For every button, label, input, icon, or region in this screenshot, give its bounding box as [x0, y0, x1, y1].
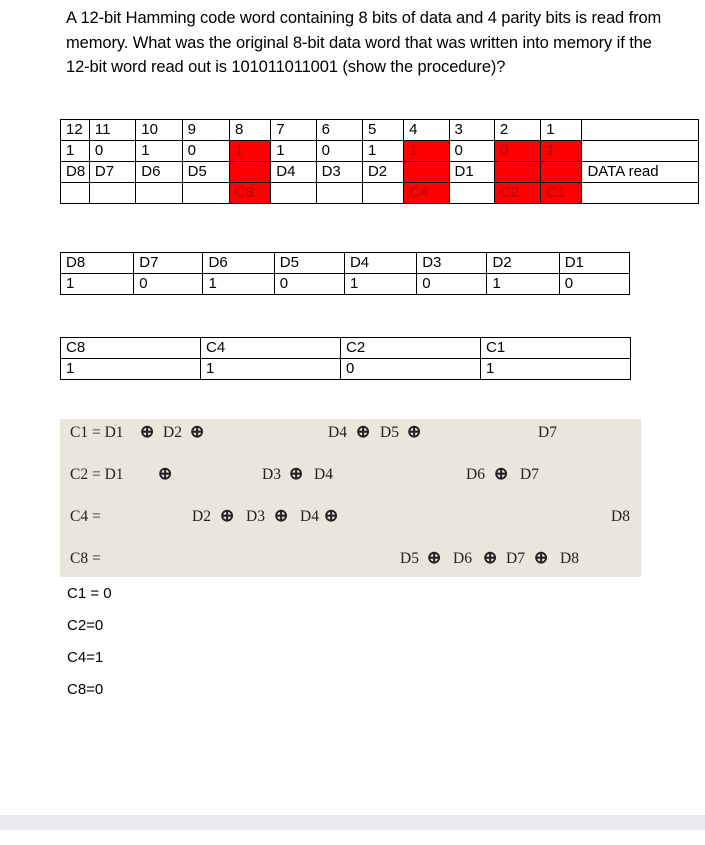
bit-cell: 0 [182, 141, 229, 162]
header-row [61, 253, 630, 274]
header-cell: D5 [274, 253, 344, 274]
equation-term: C4 = [70, 508, 101, 525]
equation-term: D3 [246, 508, 265, 525]
header-cell: D1 [559, 253, 629, 274]
position-cell: 10 [136, 120, 182, 141]
parity-label-cell: C1 [541, 183, 582, 204]
parity-label-cell: C8 [230, 183, 271, 204]
value-cell: 1 [203, 274, 274, 295]
label-cell: D5 [182, 162, 229, 183]
value-cell: 0 [134, 274, 203, 295]
label-cell [404, 162, 449, 183]
bit-cell: 1 [362, 141, 403, 162]
equation-term: C8 = [70, 550, 101, 567]
header-row [61, 338, 631, 359]
parity-bit-cell: 1 [404, 141, 449, 162]
value-cell: 0 [417, 274, 487, 295]
equation-term: D4 [314, 466, 333, 483]
xor-symbol: ⊕ [324, 506, 339, 525]
position-cell: 3 [449, 120, 494, 141]
equation-term: C2 = D1 [70, 466, 124, 483]
equation-term: D6 [453, 550, 472, 567]
value-cell: 1 [344, 274, 416, 295]
label-cell [61, 183, 90, 204]
parity-label-row [61, 183, 699, 204]
bit-row [61, 141, 699, 162]
header-cell: D7 [134, 253, 203, 274]
xor-symbol: ⊕ [427, 548, 442, 567]
label-cell: D3 [316, 162, 362, 183]
value-cell: 1 [61, 359, 201, 380]
parity-bit-cell: 1 [230, 141, 271, 162]
label-cell: D1 [449, 162, 494, 183]
equation-term: D5 [380, 424, 399, 441]
label-cell [182, 183, 229, 204]
position-cell: 1 [541, 120, 582, 141]
question-text: A 12-bit Hamming code word containing 8 bits of data and 4 parity bits is read from memory. What was the original 8-bit data word that was written into memory if the 12-bit word read out is 101011011001 (show the procedure)? [66, 9, 662, 76]
value-cell: 1 [201, 359, 341, 380]
result-line: C1 = 0 [67, 585, 112, 602]
xor-symbol: ⊕ [190, 422, 205, 441]
bit-cell: 1 [61, 141, 90, 162]
label-cell: D8 [61, 162, 90, 183]
position-cell: 11 [89, 120, 135, 141]
equation-term: D5 [400, 550, 419, 567]
label-cell [271, 183, 316, 204]
position-cell: 7 [271, 120, 316, 141]
value-row [61, 274, 630, 295]
parity-label-cell: C2 [494, 183, 540, 204]
label-cell [136, 183, 182, 204]
label-cell [494, 162, 540, 183]
header-cell: D8 [61, 253, 134, 274]
xor-symbol: ⊕ [483, 548, 498, 567]
position-cell: 6 [316, 120, 362, 141]
check-bits-table [60, 337, 631, 380]
result-line: C2=0 [67, 617, 104, 634]
label-cell: D2 [362, 162, 403, 183]
equation-term: D6 [466, 466, 485, 483]
header-cell: D3 [417, 253, 487, 274]
result-line: C4=1 [67, 649, 104, 666]
xor-symbol: ⊕ [274, 506, 289, 525]
xor-symbol: ⊕ [534, 548, 549, 567]
bit-cell: 1 [271, 141, 316, 162]
parity-bit-cell: 1 [541, 141, 582, 162]
position-cell [582, 120, 699, 141]
xor-symbol: ⊕ [158, 464, 173, 483]
header-cell: C4 [201, 338, 341, 359]
check-results [67, 584, 112, 712]
position-cell: 4 [404, 120, 449, 141]
bit-cell: 0 [449, 141, 494, 162]
position-row [61, 120, 699, 141]
label-cell: D4 [271, 162, 316, 183]
position-cell: 2 [494, 120, 540, 141]
header-cell: D4 [344, 253, 416, 274]
bit-cell: 1 [136, 141, 182, 162]
bit-cell: 0 [316, 141, 362, 162]
value-cell: 1 [481, 359, 631, 380]
equation-term: D4 [300, 508, 319, 525]
header-cell: C8 [61, 338, 201, 359]
label-cell: D7 [89, 162, 135, 183]
position-cell: 9 [182, 120, 229, 141]
xor-symbol: ⊕ [289, 464, 304, 483]
label-cell [582, 183, 699, 204]
label-cell [89, 183, 135, 204]
xor-symbol: ⊕ [140, 422, 155, 441]
equation-term: D8 [560, 550, 579, 567]
codeword-table [60, 119, 699, 204]
value-cell: 0 [274, 274, 344, 295]
equation-term: D8 [611, 508, 630, 525]
value-cell: 0 [341, 359, 481, 380]
result-line: C8=0 [67, 681, 104, 698]
equation-term: D2 [163, 424, 182, 441]
parity-bit-cell: 0 [494, 141, 540, 162]
label-cell [230, 162, 271, 183]
bottom-bar [0, 815, 705, 830]
bit-cell: 0 [89, 141, 135, 162]
parity-equations-image [60, 419, 641, 577]
position-cell: 12 [61, 120, 90, 141]
position-cell: 8 [230, 120, 271, 141]
data-bits-table [60, 252, 630, 295]
data-read-label: DATA read [582, 162, 699, 183]
label-cell [316, 183, 362, 204]
equation-term: D3 [262, 466, 281, 483]
header-cell: C1 [481, 338, 631, 359]
label-cell [362, 183, 403, 204]
equation-term: C1 = D1 [70, 424, 124, 441]
parity-label-cell: C4 [404, 183, 449, 204]
xor-symbol: ⊕ [220, 506, 235, 525]
equation-term: D4 [328, 424, 347, 441]
value-cell: 1 [487, 274, 559, 295]
position-cell: 5 [362, 120, 403, 141]
value-cell: 0 [559, 274, 629, 295]
value-row [61, 359, 631, 380]
label-cell: D6 [136, 162, 182, 183]
equation-term: D7 [538, 424, 557, 441]
xor-symbol: ⊕ [407, 422, 422, 441]
header-cell: D2 [487, 253, 559, 274]
label-cell [449, 183, 494, 204]
xor-symbol: ⊕ [356, 422, 371, 441]
label-row [61, 162, 699, 183]
equation-term: D7 [520, 466, 539, 483]
equation-term: D2 [192, 508, 211, 525]
header-cell: D6 [203, 253, 274, 274]
label-cell [541, 162, 582, 183]
bit-cell [582, 141, 699, 162]
equation-term: D7 [506, 550, 525, 567]
header-cell: C2 [341, 338, 481, 359]
xor-symbol: ⊕ [494, 464, 509, 483]
value-cell: 1 [61, 274, 134, 295]
